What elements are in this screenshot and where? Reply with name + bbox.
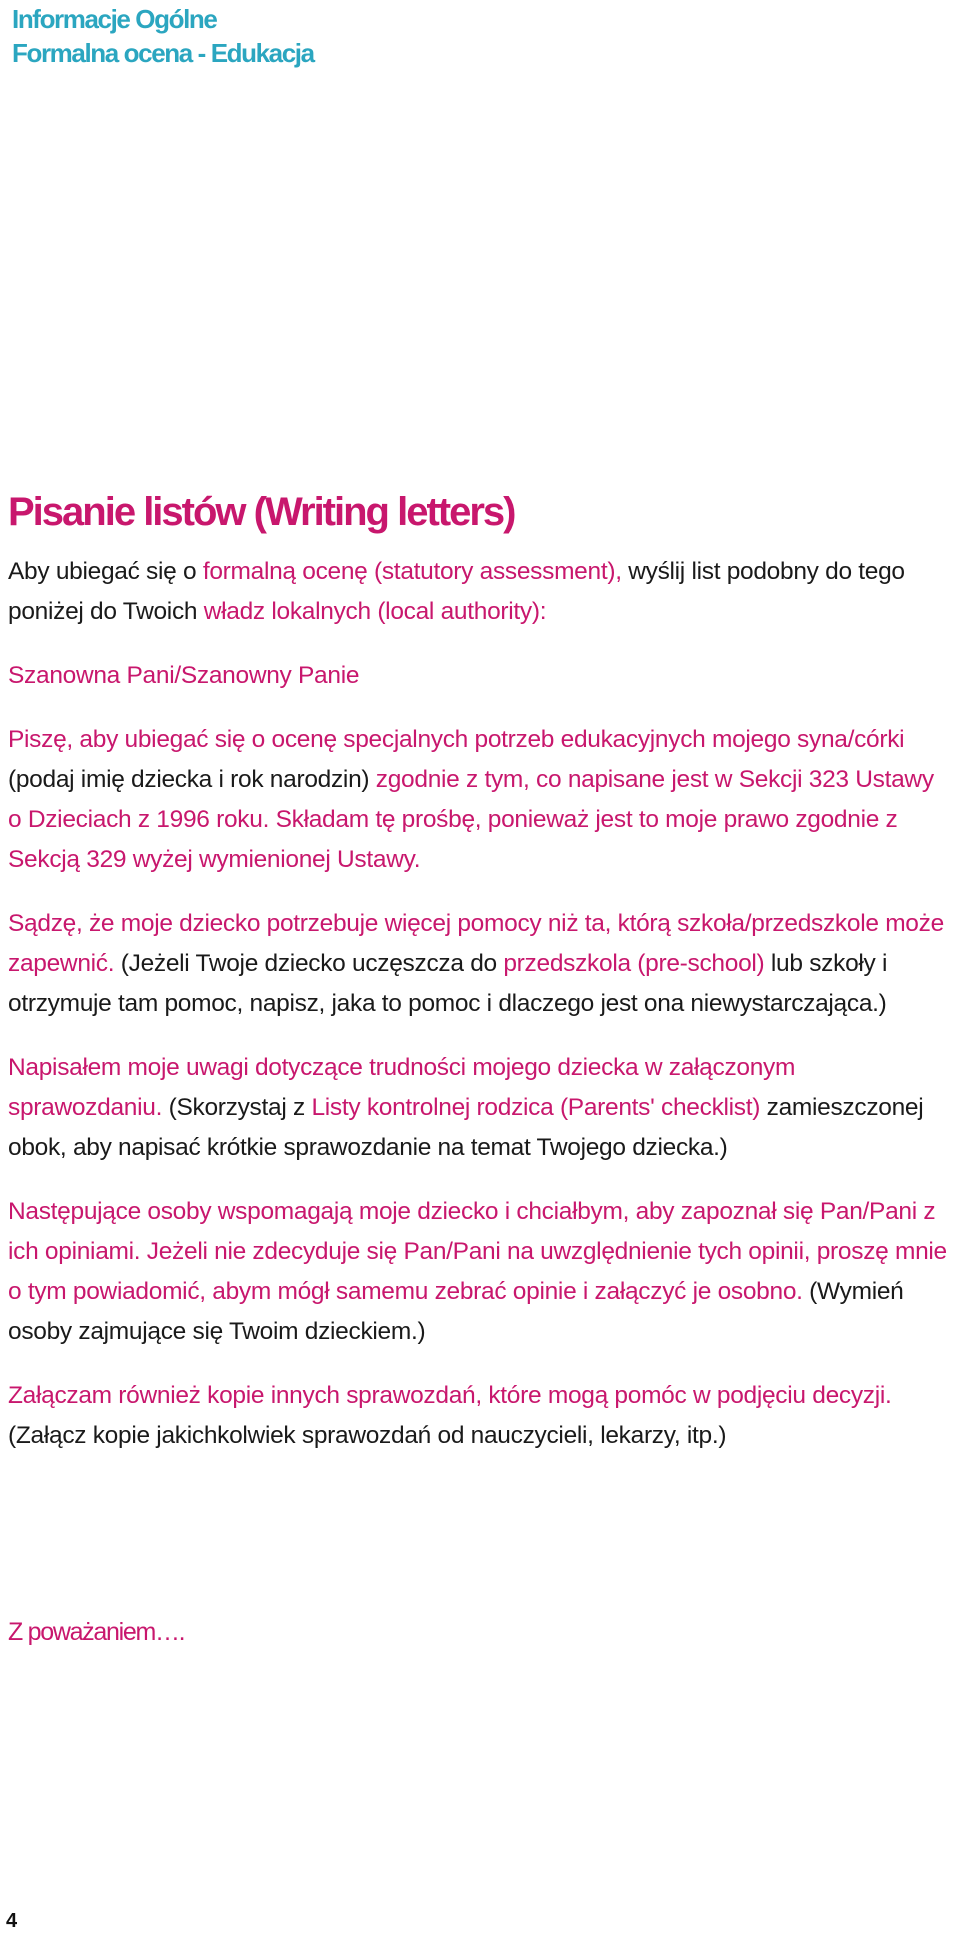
p1-text-2: zgodnie z tym, co napisane jest w Sekcji 323 Ustawy o Dzieciach z 1996 roku. Składam tę prośbę, ponieważ jest to moje prawo zgodnie z Sekcją 329 wyżej wymienionej Ustawy. <box>8 766 934 873</box>
intro-text-1: Aby ubiegać się o <box>8 558 203 585</box>
p2-instruction-2: lub szkoły i otrzymuje tam pomoc, napisz, jaka to pomoc i dlaczego jest ona niewystarczająca.) <box>8 950 888 1017</box>
p1-text-1: Piszę, aby ubiegać się o ocenę specjalnych potrzeb edukacyjnych mojego syna/córki <box>8 726 905 753</box>
salutation: Szanowna Pani/Szanowny Panie <box>8 662 360 689</box>
closing-line: Z poważaniem…. <box>8 1618 185 1646</box>
p3-instruction-1: (Skorzystaj z <box>162 1094 312 1121</box>
p1-instruction: (podaj imię dziecka i rok narodzin) <box>8 766 376 793</box>
intro-text-2: wyślij list podobny do tego poniżej do Twoich <box>8 558 905 625</box>
intro-paragraph <box>8 552 953 632</box>
p4-instruction: (Wymień osoby zajmujące się Twoim dzieckiem.) <box>8 1278 904 1345</box>
letter-paragraph-3 <box>8 1048 953 1168</box>
p2-text-1: Sądzę, że moje dziecko potrzebuje więcej pomocy niż ta, którą szkoła/przedszkole może zapewnić. <box>8 910 944 977</box>
section-title: Pisanie listów (Writing letters) <box>8 490 515 534</box>
letter-section <box>8 486 953 1480</box>
p2-instruction-1: (Jeżeli Twoje dziecko uczęszcza do <box>114 950 504 977</box>
document-header <box>12 2 314 70</box>
local-authority-term: władz lokalnych (local authority): <box>203 598 547 625</box>
p5-text-1: Załączam również kopie innych sprawozdań, które mogą pomóc w podjęciu decyzji. <box>8 1382 892 1409</box>
header-title: Informacje Ogólne <box>12 4 217 34</box>
preschool-term: przedszkola (pre-school) <box>503 950 765 977</box>
p3-text-1: Napisałem moje uwagi dotyczące trudności mojego dziecka w załączonym sprawozdaniu. <box>8 1054 796 1121</box>
letter-paragraph-1 <box>8 720 953 880</box>
letter-paragraph-5 <box>8 1376 953 1456</box>
parents-checklist-term: Listy kontrolnej rodzica (Parents' checklist) <box>311 1094 761 1121</box>
letter-paragraph-4 <box>8 1192 953 1352</box>
statutory-assessment-term: formalną ocenę (statutory assessment), <box>202 558 622 585</box>
p3-instruction-2: zamieszczonej obok, aby napisać krótkie sprawozdanie na temat Twojego dziecka.) <box>8 1094 924 1161</box>
p5-instruction: (Załącz kopie jakichkolwiek sprawozdań od nauczycieli, lekarzy, itp.) <box>8 1422 727 1449</box>
page-number: 4 <box>6 1910 18 1932</box>
letter-paragraph-2 <box>8 904 953 1024</box>
p4-text-1: Następujące osoby wspomagają moje dziecko i chciałbym, aby zapoznał się Pan/Pani z ich opiniami. Jeżeli nie zdecyduje się Pan/Pani na uwzględnienie tych opinii, proszę mnie o tym powiadomić, abym mógł samemu zebrać opinie i załączyć je osobno. <box>8 1198 947 1305</box>
header-subtitle: Formalna ocena - Edukacja <box>12 38 314 68</box>
